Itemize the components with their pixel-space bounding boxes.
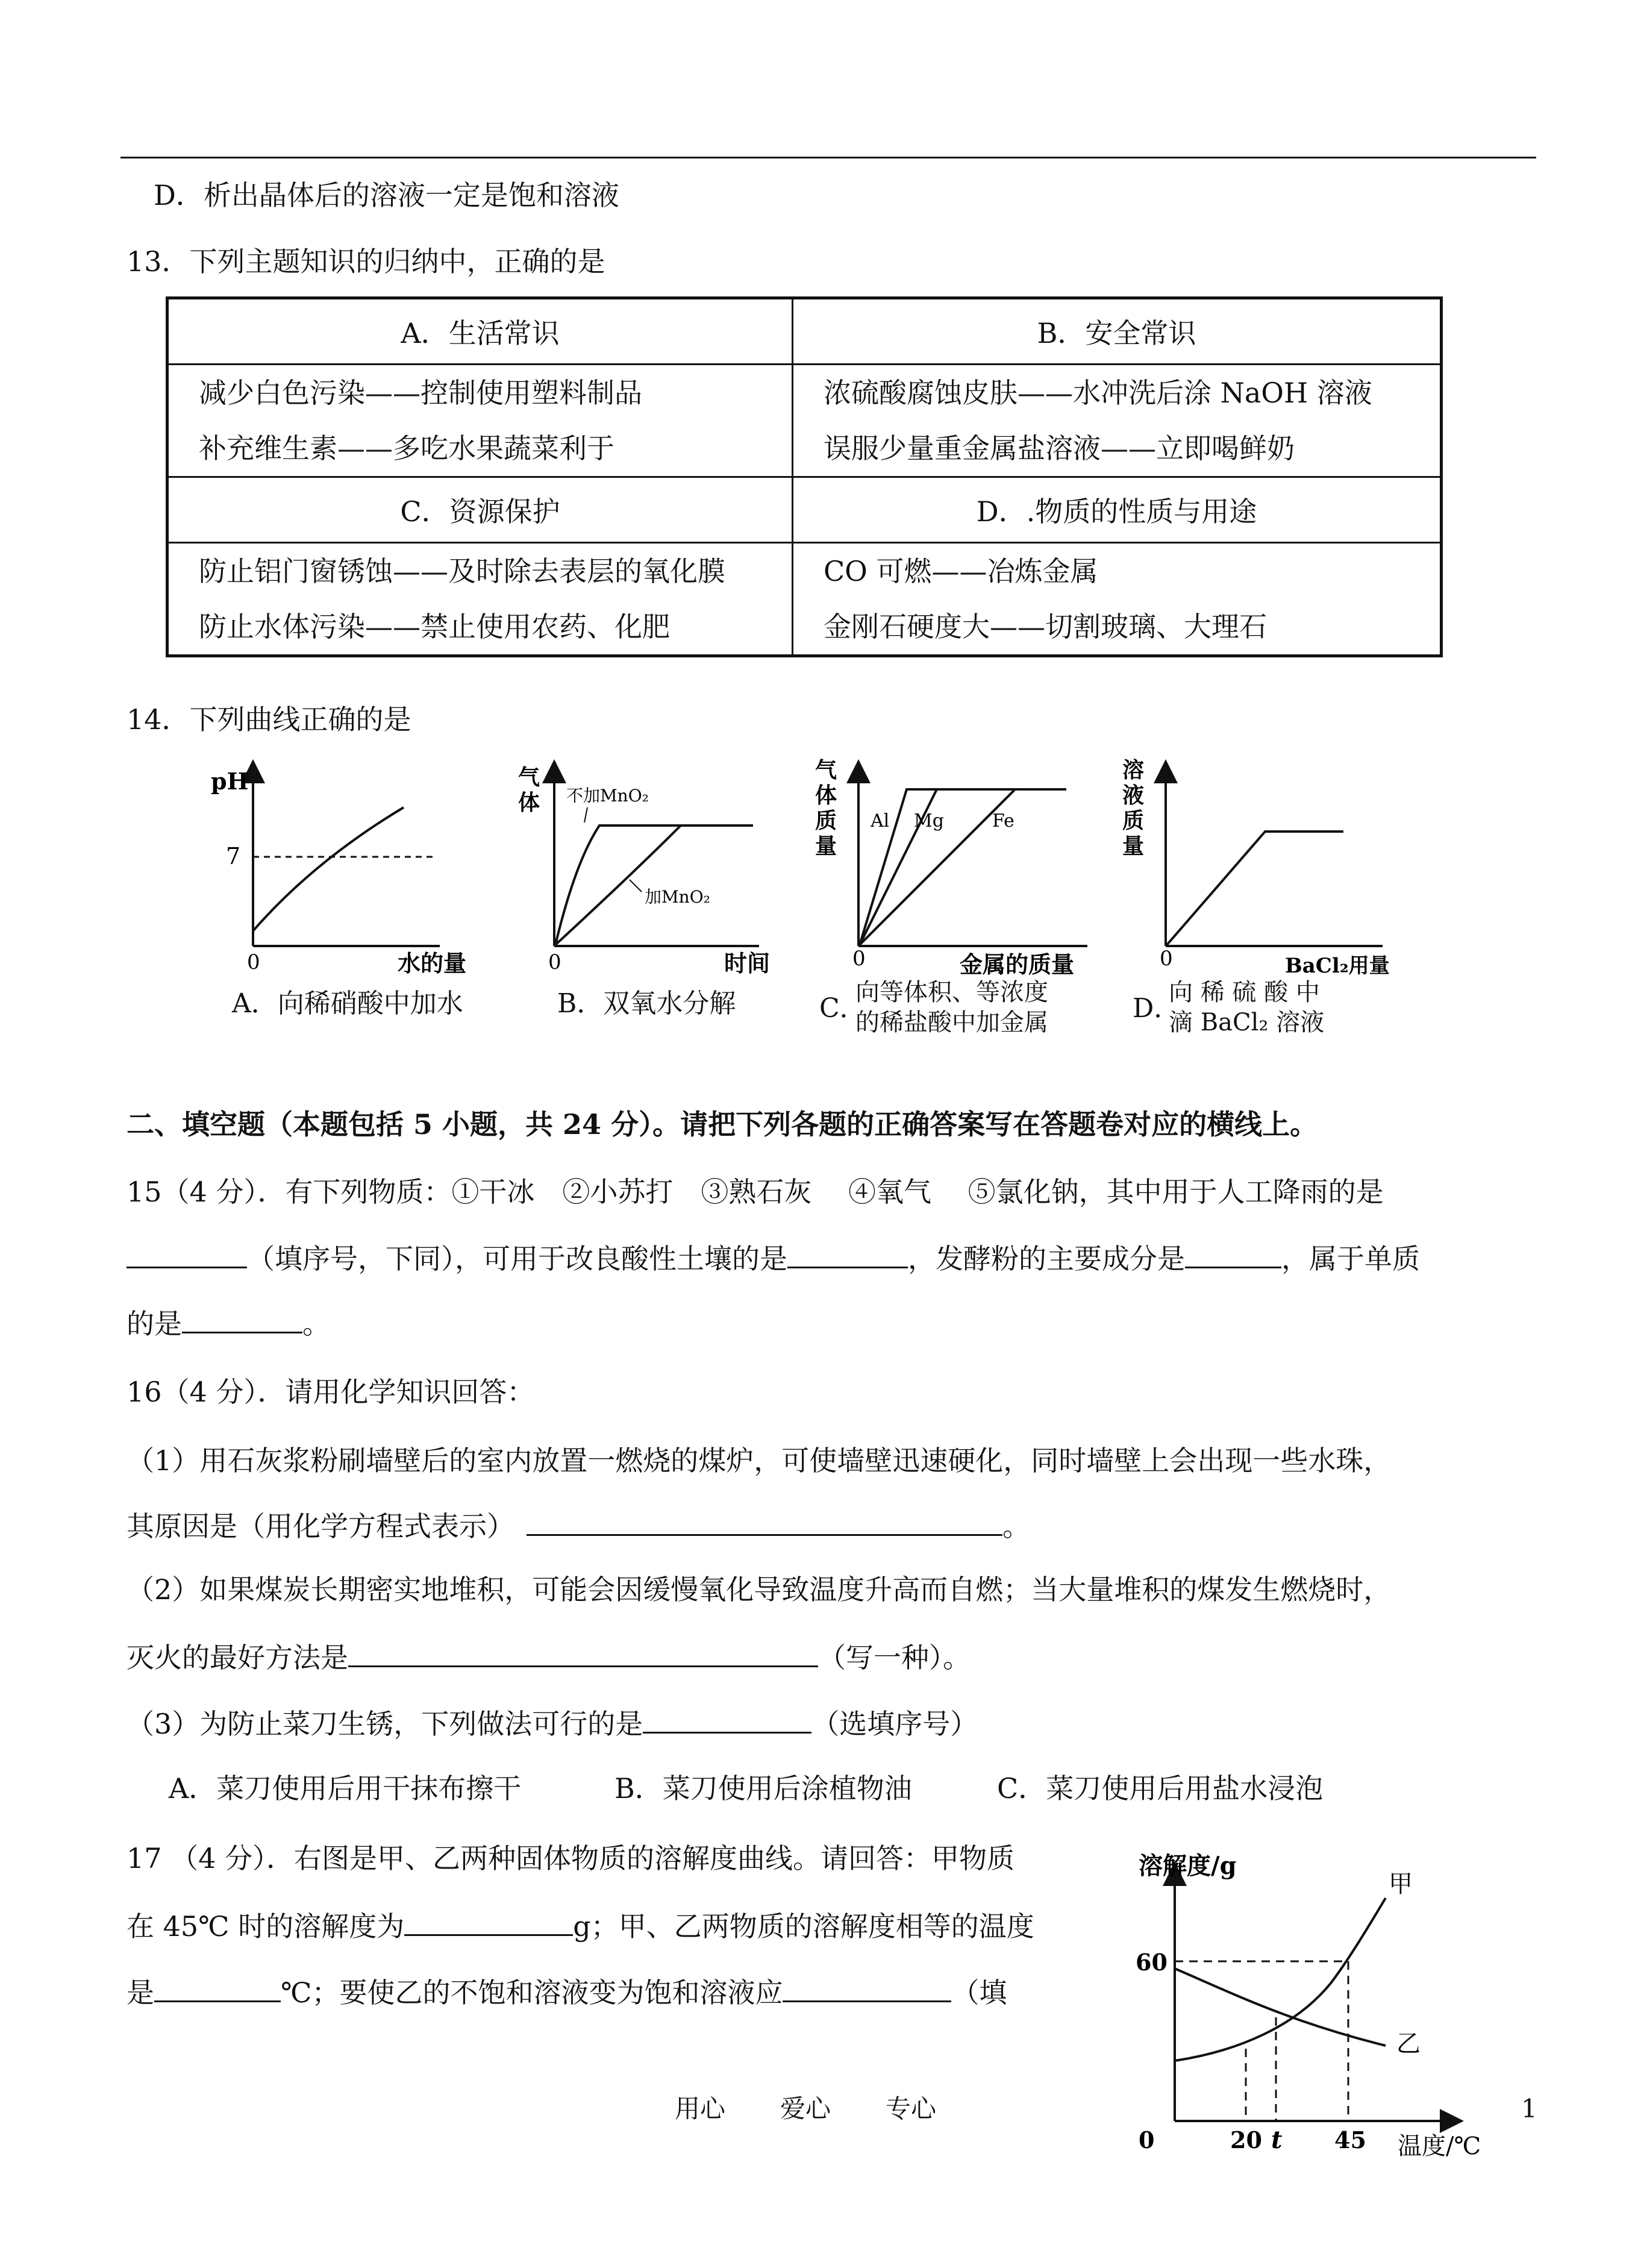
caption-text: 双氧水分解 bbox=[603, 988, 736, 1019]
q16-stem: 16（4 分）．请用化学知识回答： bbox=[127, 1376, 535, 1408]
answer-blank[interactable] bbox=[643, 1705, 811, 1734]
q16-text: 灭火的最好方法是 bbox=[127, 1641, 348, 1674]
footer-slogan-2: 爱心 bbox=[780, 2094, 831, 2123]
x-label: 时间 bbox=[724, 950, 771, 977]
y-label: pH bbox=[211, 768, 249, 795]
q17-text: g；甲、乙两物质的溶解度相等的温度 bbox=[573, 1910, 1034, 1943]
curve-label-al: Al bbox=[871, 810, 890, 832]
answer-blank[interactable] bbox=[127, 1240, 247, 1268]
table-cell-b bbox=[792, 365, 1441, 477]
caption-line-1: 向 稀 硫 酸 中 bbox=[1169, 979, 1320, 1006]
y-label-2: 体 bbox=[518, 790, 540, 815]
q16-option-a: A．菜刀使用后用干抹布擦干 bbox=[169, 1772, 522, 1805]
x-tick-20: 20 bbox=[1230, 2126, 1262, 2154]
table-header-b: B．安全常识 bbox=[792, 298, 1441, 365]
x-tick-t: t bbox=[1271, 2126, 1283, 2154]
q16-text: （3）为防止菜刀生锈，下列做法可行的是 bbox=[127, 1708, 643, 1740]
graph-b bbox=[500, 753, 789, 982]
q16-part1-line-2 bbox=[127, 1508, 1030, 1543]
x-label: 水的量 bbox=[398, 950, 467, 977]
table-header-a: A．生活常识 bbox=[167, 298, 793, 365]
table-header-c: C．资源保护 bbox=[167, 477, 793, 543]
table-line: 补充维生素——多吃水果蔬菜利于 bbox=[199, 432, 614, 465]
answer-blank[interactable] bbox=[1185, 1240, 1281, 1268]
q12-option-d: D．析出晶体后的溶液一定是饱和溶液 bbox=[154, 179, 619, 211]
q15-text: 的是 bbox=[127, 1308, 182, 1340]
answer-blank[interactable] bbox=[182, 1305, 302, 1333]
caption-text: 向稀硝酸中加水 bbox=[277, 988, 463, 1019]
table-line: 减少白色污染——控制使用塑料制品 bbox=[199, 377, 642, 409]
q15-text: （填序号，下同），可用于改良酸性土壤的是 bbox=[247, 1242, 787, 1275]
page-number: 1 bbox=[1521, 2094, 1537, 2123]
q17-text: ℃；要使乙的不饱和溶液变为饱和溶液应 bbox=[281, 1976, 783, 2009]
q13-stem: 13．下列主题知识的归纳中，正确的是 bbox=[127, 245, 605, 278]
no-catalyst-curve bbox=[555, 825, 753, 945]
y-label-4: 量 bbox=[1122, 833, 1145, 859]
q17-text: 是 bbox=[127, 1976, 154, 2009]
origin: 0 bbox=[852, 947, 866, 971]
series-label-yi: 乙 bbox=[1396, 2030, 1421, 2058]
series-label-jia: 甲 bbox=[1389, 1870, 1413, 1898]
table-line: CO 可燃——冶炼金属 bbox=[823, 555, 1098, 587]
caption-letter: D． bbox=[1133, 993, 1181, 1024]
table-cell-c bbox=[167, 543, 793, 656]
answer-blank[interactable] bbox=[154, 1974, 281, 2002]
q17-line-2 bbox=[127, 1908, 1034, 1943]
caption-a bbox=[232, 988, 463, 1020]
table-line: 防止水体污染——禁止使用农药、化肥 bbox=[199, 610, 670, 643]
y-label: 溶解度/g bbox=[1139, 1852, 1237, 1880]
x-label: BaCl₂用量 bbox=[1285, 954, 1390, 978]
graph-d bbox=[1118, 753, 1407, 982]
solution-mass-line bbox=[1167, 832, 1343, 945]
q15-line-3 bbox=[127, 1305, 330, 1341]
table-header-d: D．.物质的性质与用途 bbox=[792, 477, 1441, 543]
answer-blank[interactable] bbox=[787, 1240, 908, 1268]
q17-line-3 bbox=[127, 1974, 1007, 2010]
curve-label-catalyst: 加MnO₂ bbox=[645, 887, 710, 907]
y-tick-60: 60 bbox=[1136, 1949, 1168, 1976]
y-label-3: 质 bbox=[815, 808, 837, 833]
q15-text: ，属于单质 bbox=[1281, 1242, 1420, 1275]
x-label: 温度/℃ bbox=[1398, 2132, 1481, 2157]
answer-blank[interactable] bbox=[348, 1639, 818, 1667]
catalyst-curve bbox=[555, 825, 681, 945]
ref-value: 7 bbox=[226, 843, 241, 869]
q16-option-b: B．菜刀使用后涂植物油 bbox=[614, 1772, 912, 1805]
caption-line-1: 向等体积、等浓度 bbox=[855, 979, 1048, 1006]
q14-stem: 14．下列曲线正确的是 bbox=[127, 703, 411, 736]
q16-part3 bbox=[127, 1705, 978, 1741]
y-label-2: 液 bbox=[1122, 783, 1145, 808]
q16-part2-line-1: （2）如果煤炭长期密实地堆积，可能会因缓慢氧化导致温度升高而自燃；当大量堆积的煤发生燃烧时， bbox=[127, 1573, 1392, 1606]
section-2-heading: 二、填空题（本题包括 5 小题，共 24 分）。请把下列各题的正确答案写在答题卷对应的横线上。 bbox=[127, 1108, 1318, 1141]
header-rule bbox=[120, 157, 1536, 158]
table-cell-a bbox=[167, 365, 793, 477]
origin: 0 bbox=[1139, 2126, 1155, 2154]
caption-b bbox=[557, 988, 736, 1020]
graph-a bbox=[199, 753, 488, 982]
q16-text: （选填序号） bbox=[811, 1708, 978, 1740]
q15-text: 。 bbox=[302, 1308, 330, 1340]
caption-line-2: 的稀盐酸中加金属 bbox=[855, 1009, 1048, 1036]
label-pointer bbox=[584, 807, 587, 822]
origin: 0 bbox=[548, 950, 561, 974]
footer-slogan-1: 用心 bbox=[675, 2094, 726, 2123]
footer-slogan-3: 专心 bbox=[886, 2094, 937, 2123]
answer-blank[interactable] bbox=[404, 1908, 573, 1936]
y-label-2: 体 bbox=[815, 783, 837, 808]
caption-line-2: 滴 BaCl₂ 溶液 bbox=[1169, 1009, 1325, 1036]
table-line: 误服少量重金属盐溶液——立即喝鲜奶 bbox=[823, 432, 1295, 465]
al-line bbox=[860, 789, 1066, 945]
y-label-4: 量 bbox=[815, 833, 837, 859]
y-label-1: 气 bbox=[815, 757, 837, 783]
q16-text: 。 bbox=[1002, 1510, 1030, 1543]
q16-part2-line-2 bbox=[127, 1639, 971, 1674]
q13-knowledge-table bbox=[166, 296, 1443, 657]
q17-text: 在 45℃ 时的溶解度为 bbox=[127, 1910, 405, 1943]
q16-part1-line-1: （1）用石灰浆粉刷墙壁后的室内放置一燃烧的煤炉，可使墙壁迅速硬化，同时墙壁上会出现一些水珠， bbox=[127, 1444, 1392, 1477]
caption-letter: C． bbox=[819, 993, 866, 1024]
caption-letter: A． bbox=[232, 988, 278, 1019]
label-pointer bbox=[630, 880, 642, 892]
curve-label-fe: Fe bbox=[992, 810, 1014, 832]
answer-blank[interactable] bbox=[527, 1508, 1002, 1536]
q16-text: （写一种）。 bbox=[818, 1641, 971, 1674]
q15-line-2 bbox=[127, 1240, 1420, 1276]
x-tick-45: 45 bbox=[1334, 2126, 1366, 2154]
table-line: 浓硫酸腐蚀皮肤——水冲洗后涂 NaOH 溶液 bbox=[823, 377, 1372, 409]
y-label-3: 质 bbox=[1122, 808, 1145, 833]
origin: 0 bbox=[1160, 947, 1173, 971]
y-label-1: 气 bbox=[518, 765, 540, 790]
q15-text: ，发酵粉的主要成分是 bbox=[908, 1242, 1185, 1275]
curve-label-mg: Mg bbox=[914, 810, 944, 832]
q16-text: 其原因是（用化学方程式表示） bbox=[127, 1510, 514, 1543]
table-line: 金刚石硬度大——切割玻璃、大理石 bbox=[823, 610, 1267, 643]
q17-text: （填 bbox=[951, 1976, 1007, 2009]
caption-letter: B． bbox=[557, 988, 604, 1019]
x-label: 金属的质量 bbox=[960, 951, 1075, 978]
graph-c bbox=[810, 753, 1111, 982]
q15-line-1: 15（4 分）．有下列物质：①干冰 ②小苏打 ③熟石灰 ④氧气 ⑤氯化钠，其中用于人工降雨的是 bbox=[127, 1176, 1384, 1208]
yi-curve bbox=[1175, 1969, 1386, 2046]
curve-label-no-catalyst: 不加MnO₂ bbox=[566, 786, 649, 806]
table-line: 防止铝门窗锈蚀——及时除去表层的氧化膜 bbox=[199, 555, 725, 587]
ph-curve bbox=[253, 807, 404, 931]
answer-blank[interactable] bbox=[783, 1974, 951, 2002]
solubility-graph bbox=[1114, 1844, 1500, 2157]
table-cell-d bbox=[792, 543, 1441, 656]
q16-option-c: C．菜刀使用后用盐水浸泡 bbox=[997, 1772, 1324, 1805]
q17-line-1: 17 （4 分）．右图是甲、乙两种固体物质的溶解度曲线。请回答：甲物质 bbox=[127, 1842, 1015, 1875]
origin: 0 bbox=[247, 950, 260, 974]
y-label-1: 溶 bbox=[1122, 757, 1145, 783]
